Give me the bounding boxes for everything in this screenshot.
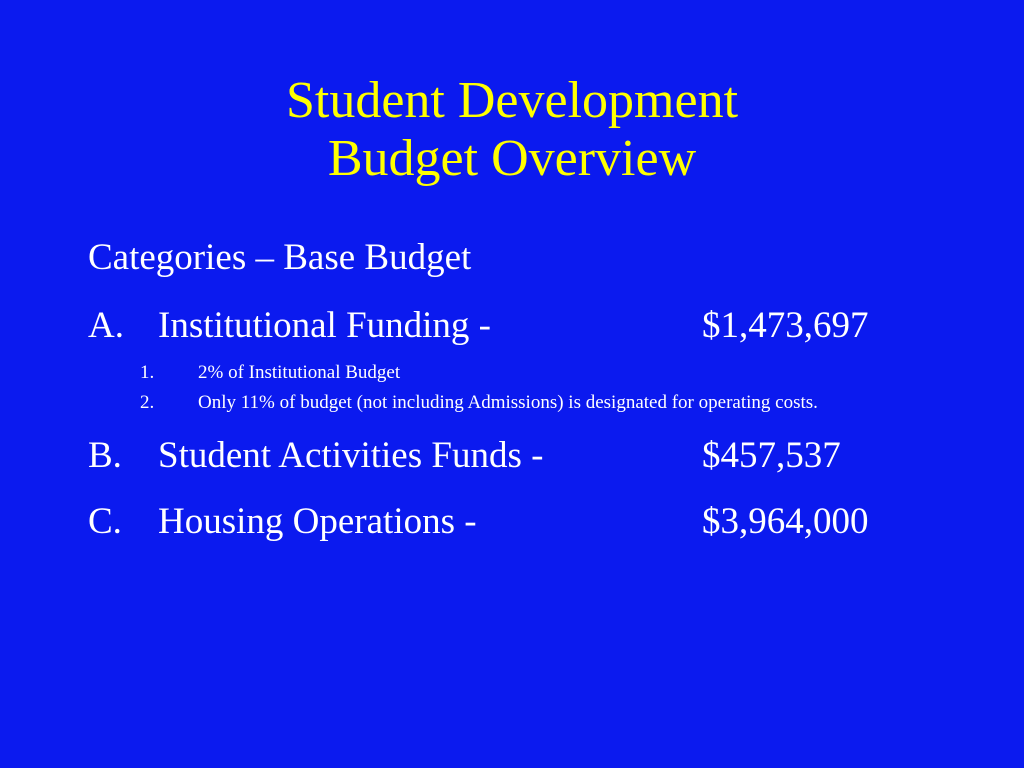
- detail-text: 2% of Institutional Budget: [198, 362, 401, 383]
- category-name: Student Activities Funds -: [158, 435, 544, 476]
- category-a: [88, 300, 988, 352]
- category-letter: C.: [88, 501, 122, 542]
- detail-item: [88, 388, 988, 418]
- slide-content: [88, 232, 988, 548]
- category-name: Housing Operations -: [158, 501, 477, 542]
- category-amount: $3,964,000: [702, 501, 869, 542]
- categories-heading: Categories – Base Budget: [88, 237, 472, 278]
- category-a-details: [88, 358, 988, 418]
- category-c: [88, 496, 988, 548]
- category-name: Institutional Funding -: [158, 305, 491, 346]
- detail-number: 1.: [140, 362, 155, 383]
- category-letter: B.: [88, 435, 122, 476]
- category-b: [88, 430, 988, 482]
- category-letter: A.: [88, 305, 124, 346]
- title-line-1: Student Development: [285, 72, 739, 129]
- detail-item: [88, 358, 988, 388]
- detail-text: Only 11% of budget (not including Admissions) is designated for operating costs.: [198, 392, 818, 413]
- category-amount: $1,473,697: [702, 305, 869, 346]
- slide-title: [0, 72, 1024, 188]
- title-line-2: Budget Overview: [327, 130, 697, 187]
- detail-number: 2.: [140, 392, 155, 413]
- category-amount: $457,537: [702, 435, 841, 476]
